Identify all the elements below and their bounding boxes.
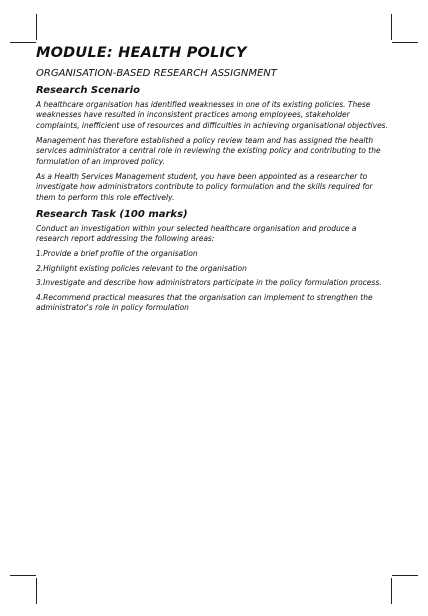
task-item: 4.Recommend practical measures that the organisation can implement to strengthen the administrator's role in policy formulation: [36, 292, 373, 313]
crop-mark-bottom-left-v: [36, 578, 37, 604]
crop-mark-top-right-v: [391, 14, 392, 40]
task-item: 2.Highlight existing policies relevant to the organisation: [36, 263, 247, 273]
crop-mark-top-right-h: [392, 42, 418, 43]
task-intro: Conduct an investigation within your selected healthcare organisation and produce a research report addressing the following areas:: [36, 223, 357, 244]
task-item: 1.Provide a brief profile of the organisation: [36, 248, 198, 258]
scenario-paragraph: As a Health Services Management student, you have been appointed as a researcher to investigate how administrators contribute to policy formulation and the skills required for them to perform this role effectively.: [36, 171, 373, 202]
task-item: 3.Investigate and describe how administrators participate in the policy formulation process.: [36, 278, 382, 288]
crop-mark-bottom-right-v: [391, 578, 392, 604]
crop-mark-bottom-left-h: [10, 575, 36, 576]
crop-mark-bottom-right-h: [392, 575, 418, 576]
crop-mark-top-left-v: [36, 14, 37, 40]
assignment-title: ORGANISATION-BASED RESEARCH ASSIGNMENT: [36, 67, 277, 79]
task-heading: Research Task (100 marks): [36, 208, 188, 220]
scenario-paragraph: A healthcare organisation has identified weaknesses in one of its existing policies. These weaknesses have resulted in inconsistent practices among employees, stakeholder complaints, inefficient use of resources and difficulties in achieving organisational objectives.: [36, 99, 388, 131]
document-page: [36, 44, 388, 318]
scenario-paragraph: Management has therefore established a policy review team and has assigned the health services administrator a central role in reviewing the existing policy and contributing to the formulation of an improved policy.: [36, 135, 381, 167]
module-title: MODULE: HEALTH POLICY: [36, 45, 247, 61]
crop-mark-top-left-h: [10, 42, 36, 43]
scenario-heading: Research Scenario: [36, 84, 140, 96]
